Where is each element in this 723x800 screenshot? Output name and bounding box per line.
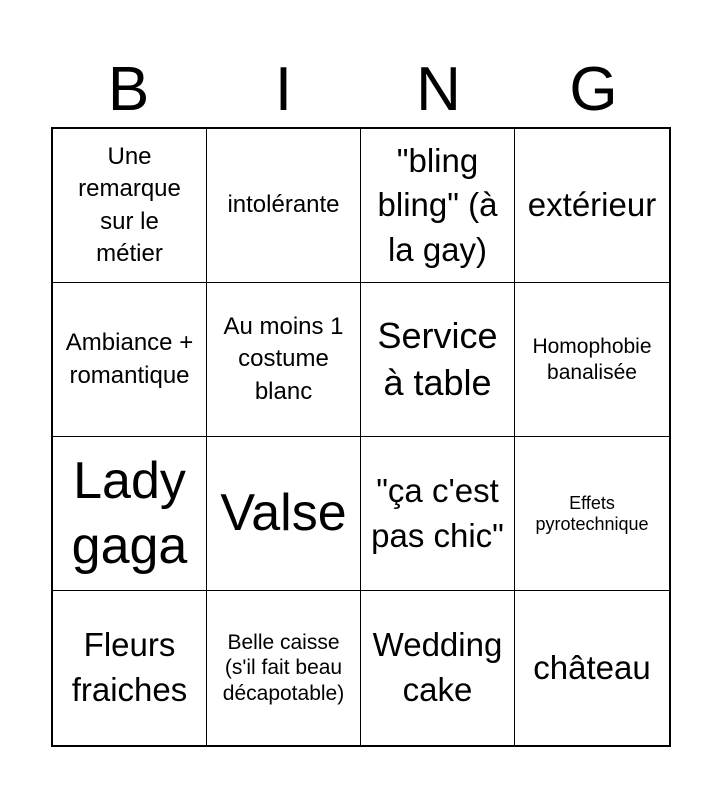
bingo-cell[interactable] bbox=[53, 283, 207, 437]
bingo-cell[interactable] bbox=[361, 591, 515, 745]
bingo-cell-text: Au moins 1 costume blanc bbox=[223, 312, 344, 405]
bingo-cell[interactable] bbox=[53, 437, 207, 591]
header-letter-i: I bbox=[274, 55, 293, 124]
bingo-cell-text: Fleurs fraiches bbox=[71, 626, 188, 708]
bingo-cell[interactable] bbox=[515, 591, 669, 745]
bingo-cell-text: "bling bling" (à la gay) bbox=[377, 141, 498, 268]
bingo-board bbox=[51, 127, 671, 747]
bingo-header bbox=[51, 52, 671, 128]
bingo-cell-text: Belle caisse (s'il fait beau décapotable) bbox=[222, 631, 345, 705]
bingo-cell[interactable] bbox=[207, 437, 361, 591]
bingo-cell-text: Lady gaga bbox=[71, 451, 188, 575]
header-letter-n: N bbox=[416, 55, 461, 124]
bingo-cell[interactable] bbox=[53, 591, 207, 745]
bingo-cell[interactable] bbox=[53, 129, 207, 283]
bingo-cell[interactable] bbox=[207, 129, 361, 283]
bingo-cell[interactable] bbox=[361, 129, 515, 283]
bingo-cell-text: Wedding cake bbox=[372, 626, 503, 708]
bingo-cell[interactable] bbox=[207, 283, 361, 437]
header-letter-b: B bbox=[107, 55, 150, 124]
bingo-cell-text: "ça c'est pas chic" bbox=[371, 471, 504, 554]
bingo-cell[interactable] bbox=[207, 591, 361, 745]
bingo-cell-text: Effets pyrotechnique bbox=[535, 492, 649, 534]
bingo-cell-text: Ambiance + romantique bbox=[65, 329, 194, 389]
bingo-cell[interactable] bbox=[515, 129, 669, 283]
bingo-cell[interactable] bbox=[361, 283, 515, 437]
bingo-cell-text: Valse bbox=[220, 484, 347, 542]
bingo-cell[interactable] bbox=[515, 283, 669, 437]
bingo-cell[interactable] bbox=[515, 437, 669, 591]
bingo-cell-text: Homophobie banalisée bbox=[532, 335, 652, 384]
bingo-cell-text: château bbox=[533, 648, 651, 686]
bingo-cell-text: Une remarque sur le métier bbox=[78, 142, 181, 267]
bingo-cell-text: intolérante bbox=[227, 191, 340, 219]
header-letter-g: G bbox=[569, 55, 618, 124]
bingo-cell-text: Service à table bbox=[377, 314, 498, 403]
bingo-cell[interactable] bbox=[361, 437, 515, 591]
bingo-cell-text: extérieur bbox=[527, 186, 657, 224]
